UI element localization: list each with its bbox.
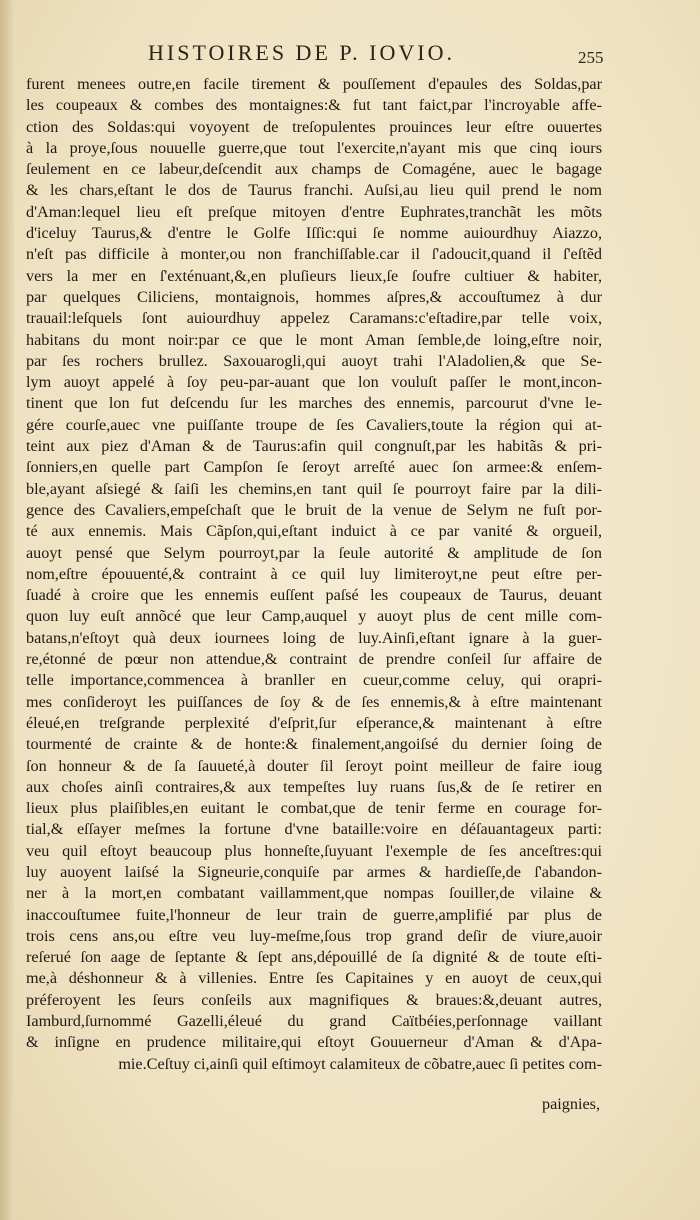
text-line: par quelques Ciliciens, montaignois, hommes aſpres,& accouſtumez à dur [26, 287, 602, 306]
text-line: quon luy euſt annõcé que leur Camp,auquel y auoyt plus de cent mille com- [26, 607, 602, 626]
text-line: re,étonné de pœur non attendue,& contraint de prendre conſeil ſur affaire de [26, 650, 602, 669]
text-line: lieux plus plaiſibles,en euitant le combat,que de tenir ferme en courage for- [26, 799, 602, 818]
text-line: reſerué ſon aage de ſeptante & ſept ans,dépouillé de ſa dignité & de toute eſti- [26, 948, 602, 967]
text-line: me,à déshonneur & à villenies. Entre ſes Capitaines y en auoyt de ceux,qui [26, 969, 602, 988]
text-line: Iamburd,ſurnommé Gazelli,éleué du grand Caïtbéies,perſonnage vaillant [26, 1012, 602, 1031]
page-gutter [0, 0, 14, 1220]
text-line: trauail:leſquels ſont auiourdhuy appelez Caramans:c'eſtadire,par telle voix, [26, 309, 602, 328]
page-header [0, 40, 700, 70]
text-line: préferoyent les ſeurs conſeils aux magnifiques & braues:&,deuant autres, [26, 990, 602, 1009]
text-line: veu quil eſtoyt beaucoup plus honneſte,ſuyuant l'exemple de ſes anceſtres:qui [26, 841, 602, 860]
text-line: té aux ennemis. Mais Cãpſon,qui,eſtant induict à ce par vanité & orgueil, [26, 522, 602, 541]
text-line: lym auoyt appelé à ſoy peu-par-auant que lon vouluſt paſſer le mont,incon- [26, 373, 602, 392]
text-line: aux choſes ainſi contraires,& aux tempeſtes luy ruans ſus,& de ſe retirer en [26, 777, 602, 796]
text-line: mes conſideroyt les puiſſances de ſoy & de ſes ennemis,& à eſtre maintenant [26, 692, 602, 711]
folio-number: 255 [578, 48, 604, 67]
text-line: trois cens ans,ou eſtre veu luy-meſme,ſous trop grand deſir de viure,auoir [26, 926, 602, 945]
text-line: tial,& eſſayer meſmes la fortune d'vne bataille:voire en déſauantageux parti: [26, 820, 602, 839]
text-line: par ſes rochers brullez. Saxouarogli,qui auoyt trahi l'Aladolien,& que Se- [26, 351, 602, 370]
running-title: HISTOIRES DE P. IOVIO. [148, 40, 455, 65]
text-line: inaccouſtumee fuite,l'honneur de leur train de guerre,amplifié par plus de [26, 905, 602, 924]
text-line: gére courſe,auec vne puiſſante troupe de ſes Cavaliers,toute la région qui at- [26, 415, 602, 434]
text-line: ſonniers,en quelle part Campſon ſe ſeroyt arreſté auec ſon armee:& enſem- [26, 458, 602, 477]
text-line: & les chars,eſtant le dos de Taurus franchi. Auſsi,au lieu quil prend le nom [26, 181, 602, 200]
text-line: nom,eſtre épouuenté,& contraint à ce quil luy limiteroyt,ne peut eſtre per- [26, 564, 602, 583]
body-text [26, 74, 602, 1075]
text-line: mie.Ceſtuy ci,ainſi quil eſtimoyt calamiteux de cõbatre,auec ſi petites com- [118, 1054, 602, 1073]
text-line: tinent que lon fut deſcendu ſur les marches des ennemis, parcourut d'vne le- [26, 394, 602, 413]
text-line: batans,n'eſtoyt quà deux iournees loing de luy.Ainſi,eſtant ignare à la guer- [26, 628, 602, 647]
text-line: vers la mer en ſ'exténuant,&,en pluſieurs lieux,ſe ſoufre cultiuer & habiter, [26, 266, 602, 285]
text-line: à la proye,ſous nouuelle guerre,que tout l'exercite,n'ayant mis que cinq iours [26, 138, 602, 157]
text-line: les coupeaux & combes des montaignes:& fut tant faict,par l'incroyable affe- [26, 96, 602, 115]
text-line: ction des Soldas:qui voyoyent de treſopulentes prouinces leur eſtre ouuertes [26, 117, 602, 136]
text-line: ble,ayant aſsiegé & ſaiſi les chemins,en tant quil ſe pourroyt faire par la dili- [26, 479, 602, 498]
text-line: ſon honneur & de ſa ſauueté,à douter ſil ſeroyt point meilleur de faire ioug [26, 756, 602, 775]
text-line: auoyt pensé que Selym pourroyt,par la ſeule autorité & amplitude de ſon [26, 543, 602, 562]
catchword: paignies, [542, 1095, 600, 1113]
text-line: ſuadé à croire que les ennemis euſſent paſsé les coupeaux de Taurus, deuant [26, 586, 602, 605]
text-line: furent menees outre,en facile tirement & pouſſement d'epaules des Soldas,par [26, 75, 602, 93]
text-line: ner à la mort,en combatant vaillamment,que nompas ſouiller,de vilaine & [26, 884, 602, 903]
text-line: ſeulement en ce labeur,deſcendit aux champs de Comagéne, auec le bagage [26, 160, 602, 179]
text-line: & inſigne en prudence militaire,qui eſtoyt Gouuerneur d'Aman & d'Apa- [26, 1033, 602, 1052]
text-line: éleué,en treſgrande perplexité d'eſprit,ſur eſperance,& maintenant à eſtre [26, 713, 602, 732]
text-line: n'eſt pas difficile à monter,ou non franchiſſable.car il ſ'adoucit,quand il ſ'eſtẽd [26, 245, 602, 264]
text-line: d'Aman:lequel lieu eſt preſque mitoyen d'entre Euphrates,tranchãt les mõts [26, 202, 602, 221]
text-line: telle importance,commencea à branller en cueur,comme celuy, qui orapri- [26, 671, 602, 690]
text-line: teint aux piez d'Aman & de Taurus:afin quil congnuſt,par les habitãs & pri- [26, 437, 602, 456]
text-line: habitans du mont noir:par ce que le mont Aman ſemble,de loing,eſtre noir, [26, 330, 602, 349]
text-line: luy auoyent laiſsé la Signeurie,conquiſe par armes & hardieſſe,de ſ'abandon- [26, 862, 602, 881]
text-line: d'iceluy Taurus,& d'entre le Golfe Iſſic:qui ſe nomme auiourdhuy Aiazzo, [26, 224, 602, 243]
text-line: gence des Cavaliers,empeſchaſt que le bruit de la venue de Selym ne fuſt por- [26, 500, 602, 519]
text-line: tourmenté de crainte & de honte:& finalement,angoiſsé du dernier ſoing de [26, 735, 602, 754]
